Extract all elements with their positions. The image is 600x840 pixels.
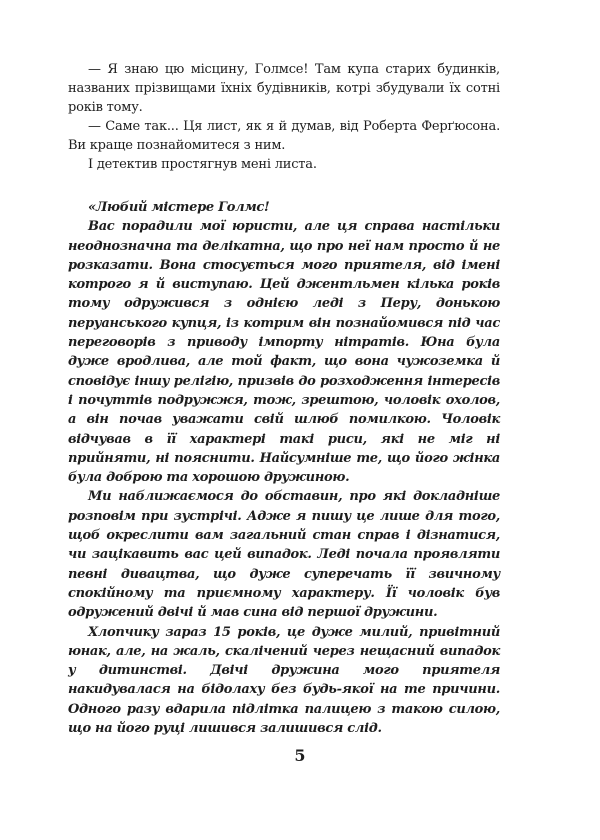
dialogue-section [68,60,500,174]
letter-paragraph: Ми наближаємося до обставин, про які докладніше розповім при зустрічі. Адже я пишу це лише для того, щоб окреслити вам загальний стан справ і дізнатися, чи зацікавить вас цей випадок. Леді почала проявляти певні дивацтва, що дуже суперечать її звичному спокійному та приємному характеру. Її чоловік був одружений двічі й мав сина від першої дружини. [68,489,500,621]
book-page [68,60,500,738]
dialogue-line: — Я знаю цю місцину, Голмсе! Там купа старих будинків, названих прізвищами їхніх будівників, котрі збудували їх сотні років тому. [68,62,500,115]
letter-section [68,198,500,738]
letter-paragraph: Хлопчику зараз 15 років, це дуже милий, привітний юнак, але, на жаль, скалічений через нещасний випадок у дитинстві. Двічі дружина мого приятеля накидувалася на бідолаху без будь-якої на те причини. Одного разу вдарила підлітка палицею з такою силою, що на його руці лишився залишився слід. [68,624,500,737]
letter-paragraph: Вас порадили мої юристи, але ця справа настільки неоднозначна та делікатна, що про неї нам просто й не розказати. Вона стосується мого приятеля, від імені котрого я й виступаю. Цей джентльмен кілька років тому одружився з однією леді з Перу, донькою перуанського купця, із котрим він познайомився під час переговорів з приводу імпорту нітратів. Юна була дуже вродлива, але той факт, що вона чужоземка й сповідує іншу релігію, призвів до розходження інтересів і почуттів подружжя, тож, зрештою, чоловік охолов, а він почав уважати свій шлюб помилкою. Чоловік відчував в її характері такі риси, які не міг ні прийняти, ні пояснити. Найсумніше те, що його жінка була доброю та хорошою дружиною. [68,219,500,486]
dialogue-line: І детектив простягнув мені листа. [88,157,317,172]
page-number: 5 [294,746,306,765]
letter-salutation: «Любий містере Голмс! [88,200,270,215]
dialogue-line: — Саме так... Ця лист, як я й думав, від Роберта Ферґюсона. Ви краще познайомитеся з ним. [68,119,500,153]
